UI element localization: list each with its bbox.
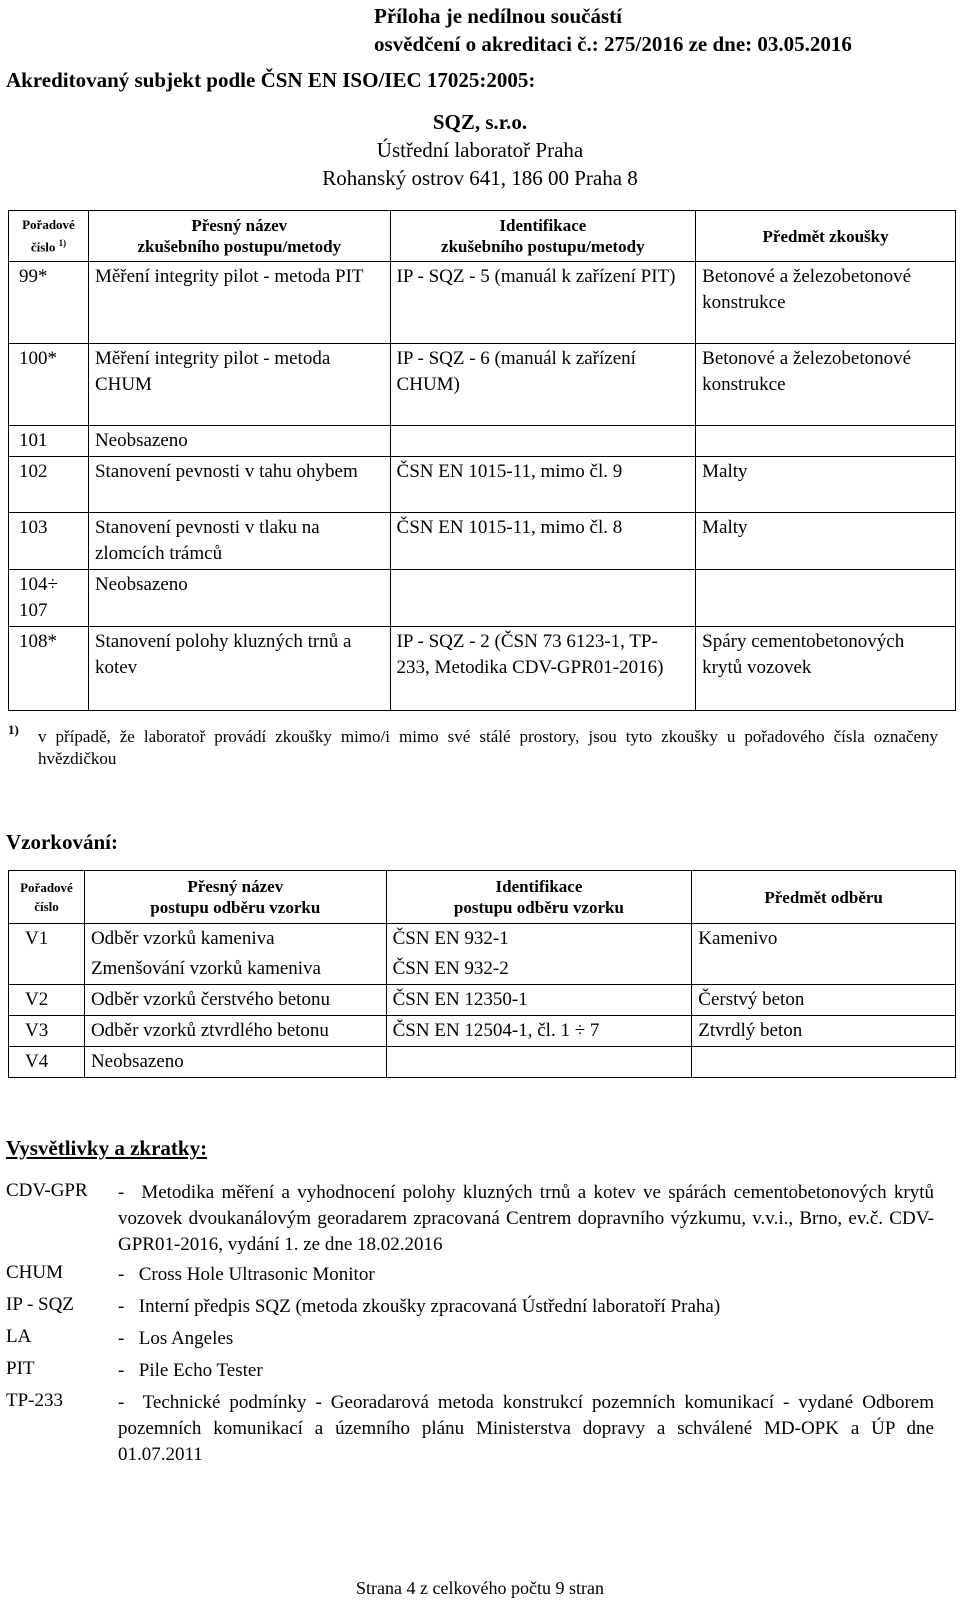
laboratory-name: Ústřední laboratoř Praha [376, 138, 584, 162]
header-order-number: Pořadové číslo $^{1)}$ [9, 211, 89, 262]
row-test-subject: Malty [696, 513, 956, 570]
sampling-header-row [9, 871, 956, 924]
header-sampling-ident: Identifikace postupu odběru vzorku [386, 871, 692, 924]
row-method-name: Měření integrity pilot - metoda PIT [88, 262, 390, 344]
accredited-subject-label: Akreditovaný subjekt podle ČSN EN ISO/IEC 17025:2005: [6, 68, 536, 92]
header-method-name: Přesný název zkušebního postupu/metody [88, 211, 390, 262]
abbreviation-key: PIT [6, 1358, 35, 1379]
tests-header-row [9, 211, 956, 262]
row-sampling-ident: ČSN EN 12350-1 [386, 985, 692, 1016]
row-method-ident [390, 570, 696, 627]
abbreviation-definition: - Technické podmínky - Georadarová metoda konstrukcí pozemních komunikací - vydané Odborem pozemních komunikací a územního plánu Ministerstva dopravy a schválené MD-OPK a ÚP dne 01.07.2011 [118, 1392, 934, 1465]
row-sampling-subject: Čerstvý beton [692, 985, 956, 1016]
row-number: 99* [9, 262, 89, 344]
abbreviation-key: TP-233 [6, 1390, 63, 1411]
table-row [9, 1016, 956, 1047]
row-number: V3 [9, 1016, 85, 1047]
abbreviations-title: Vysvětlivky a zkratky: [6, 1136, 208, 1160]
abbreviation-key: CHUM [6, 1262, 64, 1283]
row-sampling-subject [692, 1047, 956, 1078]
row-sampling-ident: ČSN EN 932-1 [386, 924, 692, 955]
row-method-ident: ČSN EN 1015-11, mimo čl. 9 [390, 457, 696, 513]
table-row [9, 570, 956, 627]
row-sampling-name: Neobsazeno [84, 1047, 386, 1078]
abbreviation-definition: - Los Angeles [118, 1328, 234, 1349]
company-name: SQZ, s.r.o. [432, 110, 528, 134]
table-row [9, 627, 956, 711]
abbreviation-key: LA [6, 1326, 32, 1347]
row-number: V2 [9, 985, 85, 1016]
footnote-text: v případě, že laboratoř provádí zkoušky mimo/i mimo své stálé prostory, jsou tyto zkoušky u pořadového čísla označeny hvězdičkou [38, 727, 938, 768]
footnote-mark: 1) [8, 722, 19, 737]
row-test-subject: Malty [696, 457, 956, 513]
abbreviation-definition: - Pile Echo Tester [118, 1360, 263, 1381]
table-row [9, 457, 956, 513]
row-number: 104÷ 107 [9, 570, 89, 627]
row-sampling-ident: ČSN EN 932-2 [386, 954, 692, 985]
table-row [9, 262, 956, 344]
sampling-title: Vzorkování: [6, 830, 118, 854]
abbreviation-key: CDV-GPR [6, 1180, 88, 1201]
row-method-name: Stanovení polohy kluzných trnů a kotev [88, 627, 390, 711]
table-row [9, 924, 956, 955]
table-row [9, 1047, 956, 1078]
row-test-subject: Betonové a železobetonové konstrukce [696, 344, 956, 426]
row-method-name: Stanovení pevnosti v tlaku na zlomcích trámců [88, 513, 390, 570]
row-method-name: Neobsazeno [88, 570, 390, 627]
row-method-name: Neobsazeno [88, 426, 390, 457]
table-row [9, 513, 956, 570]
attachment-note: Příloha je nedílnou součástí [374, 4, 622, 28]
row-sampling-name: Odběr vzorků ztvrdlého betonu [84, 1016, 386, 1047]
row-number: V1 [9, 924, 85, 955]
row-sampling-name: Zmenšování vzorků kameniva [84, 954, 386, 985]
row-sampling-subject [692, 954, 956, 985]
abbreviation-definition: - Metodika měření a vyhodnocení polohy kluzných trnů a kotev ve spárách cementobetonových krytů vozovek dvoukanálovým georadarem zpracovaná Centrem dopravního výzkumu, v.v.i., Brno, ev.č. CDV-GPR01-2016, vydání 1. ze dne 18.02.2016 [118, 1182, 935, 1255]
laboratory-address: Rohanský ostrov 641, 186 00 Praha 8 [322, 166, 638, 190]
row-method-ident: IP - SQZ - 6 (manuál k zařízení CHUM) [390, 344, 696, 426]
row-number: 108* [9, 627, 89, 711]
row-method-name: Stanovení pevnosti v tahu ohybem [88, 457, 390, 513]
header-order-number: Pořadové číslo [9, 871, 85, 924]
row-test-subject: Betonové a železobetonové konstrukce [696, 262, 956, 344]
row-method-ident: IP - SQZ - 5 (manuál k zařízení PIT) [390, 262, 696, 344]
row-number: 103 [9, 513, 89, 570]
abbreviation-key: IP - SQZ [6, 1294, 74, 1315]
row-sampling-ident [386, 1047, 692, 1078]
row-test-subject [696, 570, 956, 627]
row-number: 101 [9, 426, 89, 457]
header-test-subject: Předmět zkoušky [696, 211, 956, 262]
row-sampling-name: Odběr vzorků čerstvého betonu [84, 985, 386, 1016]
abbreviation-definition: - Cross Hole Ultrasonic Monitor [118, 1264, 375, 1285]
accreditation-reference: osvědčení o akreditaci č.: 275/2016 ze dne: 03.05.2016 [374, 32, 852, 56]
row-method-ident [390, 426, 696, 457]
row-method-ident: ČSN EN 1015-11, mimo čl. 8 [390, 513, 696, 570]
row-sampling-subject: Kamenivo [692, 924, 956, 955]
row-sampling-subject: Ztvrdlý beton [692, 1016, 956, 1047]
row-number: 102 [9, 457, 89, 513]
row-number [9, 954, 85, 985]
table-row [9, 426, 956, 457]
header-method-ident: Identifikace zkušebního postupu/metody [390, 211, 696, 262]
row-sampling-ident: ČSN EN 12504-1, čl. 1 ÷ 7 [386, 1016, 692, 1047]
row-number: 100* [9, 344, 89, 426]
page-number: Strana 4 z celkového počtu 9 stran [356, 1578, 604, 1598]
tests-table [8, 210, 956, 711]
row-sampling-name: Odběr vzorků kameniva [84, 924, 386, 955]
row-test-subject [696, 426, 956, 457]
sampling-table [8, 870, 956, 1078]
table-row [9, 344, 956, 426]
table-row [9, 985, 956, 1016]
abbreviation-definition: - Interní předpis SQZ (metoda zkoušky zpracovaná Ústřední laboratoří Praha) [118, 1296, 721, 1317]
row-method-name: Měření integrity pilot - metoda CHUM [88, 344, 390, 426]
header-sampling-subject: Předmět odběru [692, 871, 956, 924]
row-number: V4 [9, 1047, 85, 1078]
table-row [9, 954, 956, 985]
row-method-ident: IP - SQZ - 2 (ČSN 73 6123-1, TP-233, Metodika CDV-GPR01-2016) [390, 627, 696, 711]
header-sampling-name: Přesný název postupu odběru vzorku [84, 871, 386, 924]
row-test-subject: Spáry cementobetonových krytů vozovek [696, 627, 956, 711]
